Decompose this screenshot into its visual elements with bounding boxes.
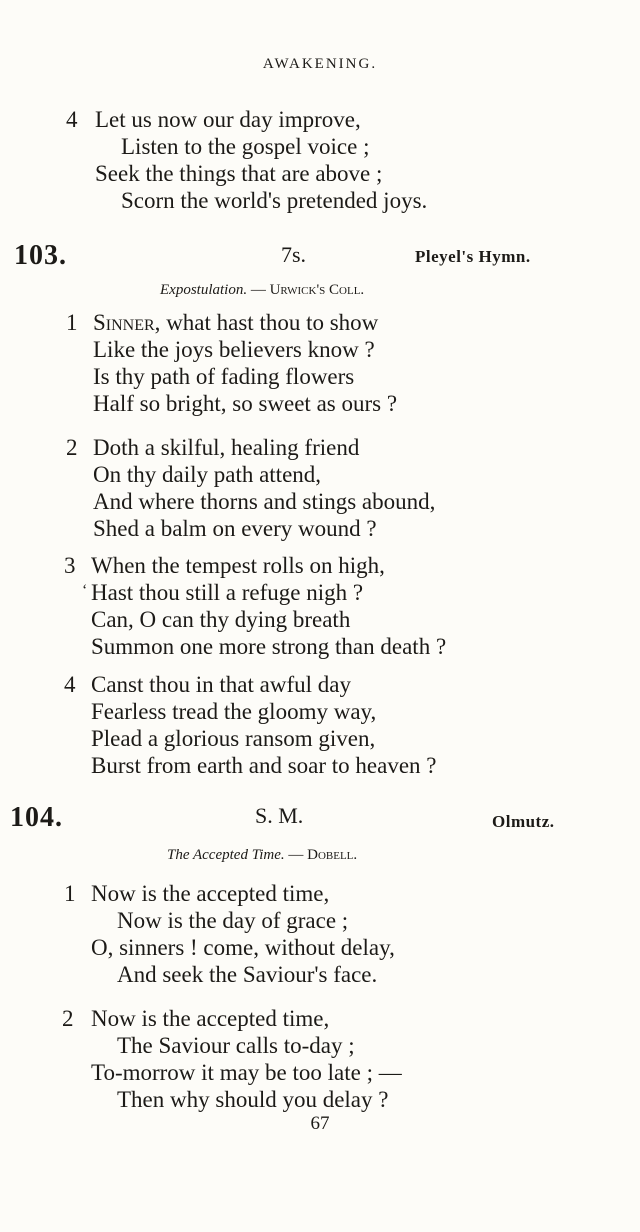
verse-line: Like the joys believers know ? (93, 337, 375, 362)
verse-line: Plead a glorious ransom given, (91, 726, 376, 751)
running-head: AWAKENING. (262, 56, 378, 72)
stanza-number: 4 (66, 107, 78, 132)
verse-line: Seek the things that are above ; (95, 161, 383, 186)
verse-line: On thy daily path attend, (93, 462, 322, 487)
stanza-number: 3 (64, 553, 76, 578)
verse-line: And where thorns and stings abound, (93, 489, 436, 514)
subtitle-dash: — (247, 282, 270, 298)
verse-line: Half so bright, so sweet as ours ? (93, 391, 398, 416)
first-line-rest: what hast thou to show (160, 310, 379, 335)
verse-line: O, sinners ! come, without delay, (91, 935, 395, 960)
verse-line: Scorn the world's pretended joys. (121, 188, 428, 213)
stanza-number: 1 (64, 881, 76, 906)
verse-line: Let us now our day improve, (95, 107, 361, 132)
verse-line: Doth a skilful, healing friend (93, 435, 360, 460)
stanza-number: 4 (64, 672, 76, 697)
verse-line: To-morrow it may be too late ; — (91, 1060, 402, 1085)
verse-line: Burst from earth and soar to heaven ? (91, 753, 437, 778)
hymn-number: 103. (14, 240, 67, 271)
verse-line: Is thy path of fading flowers (93, 364, 355, 389)
subtitle-source: Urwick's Coll. (269, 282, 365, 298)
verse-line: Listen to the gospel voice ; (121, 134, 370, 159)
verse-line: Shed a balm on every wound ? (93, 516, 377, 541)
verse-line: Now is the accepted time, (91, 881, 330, 906)
verse-line: Summon one more strong than death ? (91, 634, 447, 659)
hymn-meter: 7s. (281, 242, 307, 267)
stanza-number: 1 (66, 310, 78, 335)
tune-name: Pleyel's Hymn. (415, 247, 531, 266)
verse-line: Then why should you delay ? (117, 1087, 389, 1112)
verse-line: Can, O can thy dying breath (91, 607, 351, 632)
subtitle-title: Expostulation. (160, 282, 248, 298)
verse-line: Canst thou in that awful day (91, 672, 351, 697)
hymn-subtitle (160, 282, 364, 299)
verse-line (93, 310, 378, 336)
subtitle-title: The Accepted Time. (167, 847, 285, 863)
hymn-meter: S. M. (255, 803, 304, 828)
printer-mark: ‘ (82, 582, 88, 599)
verse-line: Now is the accepted time, (91, 1006, 330, 1031)
first-word: Sinner, (93, 310, 161, 335)
stanza-number: 2 (62, 1006, 74, 1031)
verse-line: And seek the Saviour's face. (117, 962, 378, 987)
verse-line: The Saviour calls to-day ; (117, 1033, 355, 1058)
verse-line: When the tempest rolls on high, (91, 553, 385, 578)
subtitle-source: Dobell. (307, 847, 358, 863)
hymn-subtitle (167, 847, 357, 864)
tune-name: Olmutz. (492, 812, 555, 831)
page-number: 67 (310, 1113, 330, 1134)
verse-line: Hast thou still a refuge nigh ? (91, 580, 364, 605)
subtitle-dash: — (284, 847, 308, 863)
verse-line: Fearless tread the gloomy way, (91, 699, 377, 724)
verse-line: Now is the day of grace ; (117, 908, 349, 933)
stanza-number: 2 (66, 435, 78, 460)
hymn-number: 104. (10, 802, 63, 833)
